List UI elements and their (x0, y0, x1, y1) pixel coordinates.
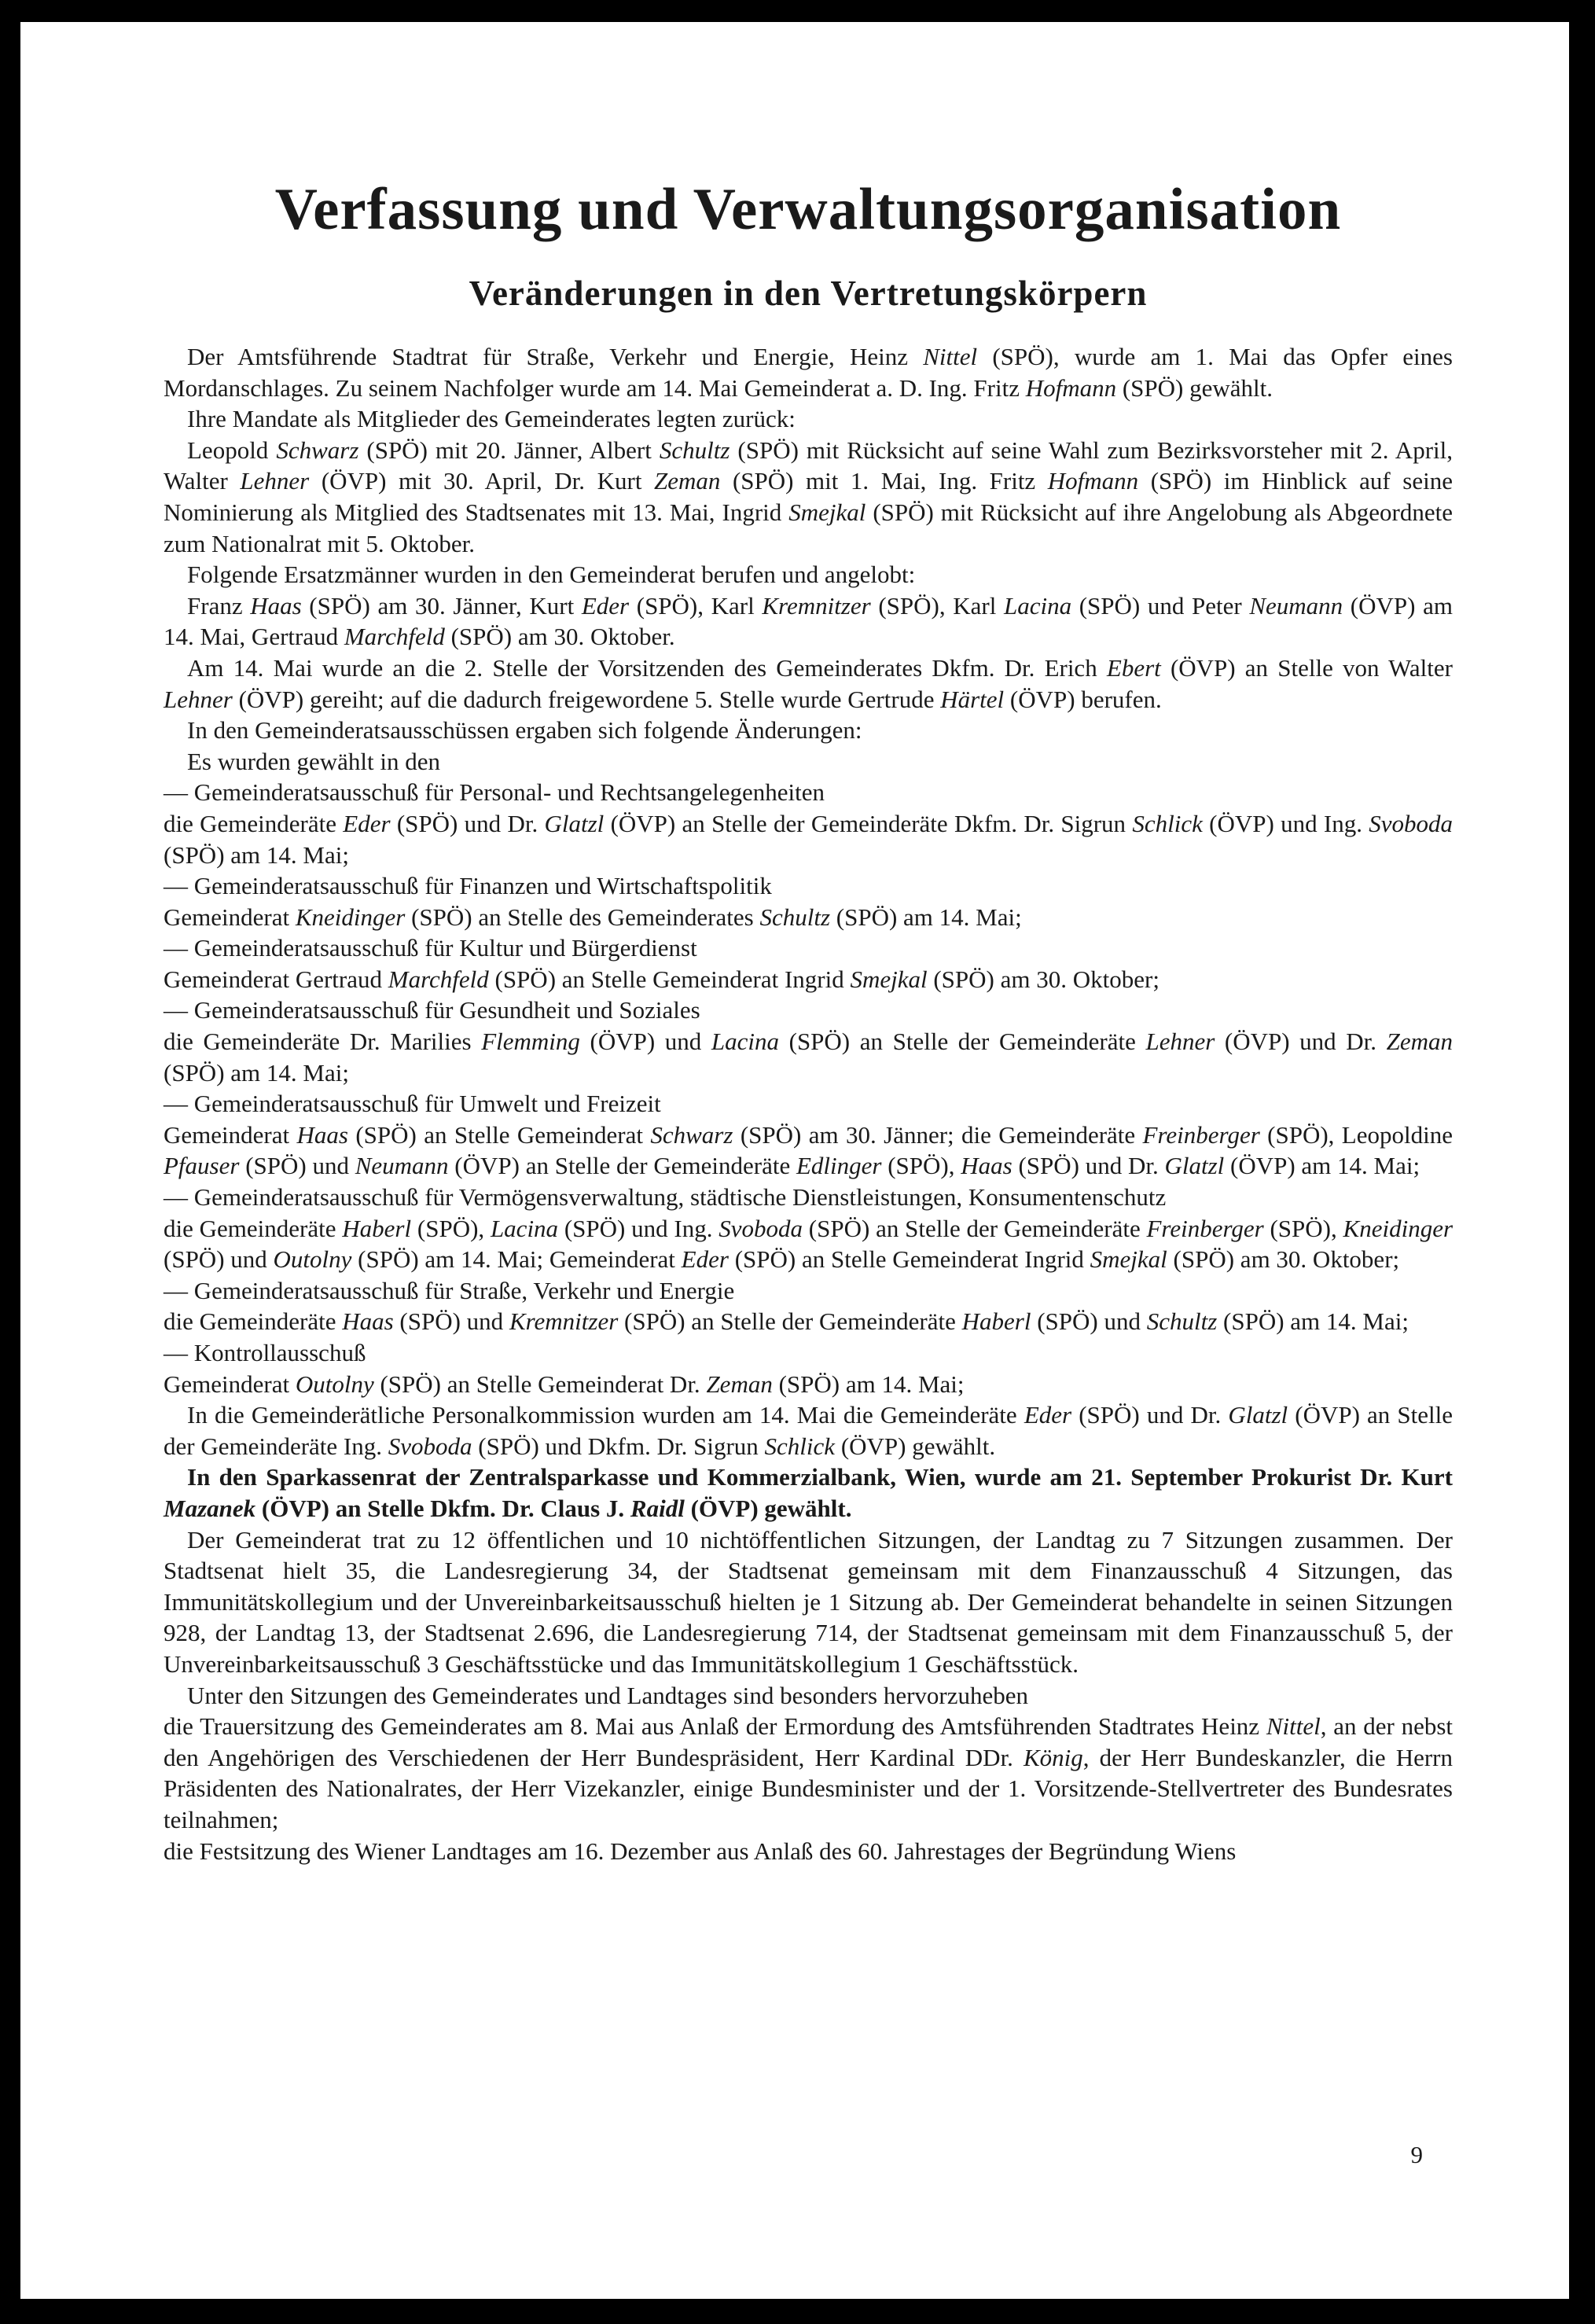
text-run: (SPÖ) mit 20. Jänner, Albert (358, 436, 660, 464)
paragraph (164, 964, 1453, 995)
paragraph (164, 715, 1453, 746)
italic-name: Svoboda (1369, 809, 1453, 837)
italic-name: Svoboda (388, 1432, 472, 1460)
text-run: Franz (187, 591, 251, 620)
italic-name: Schwarz (650, 1120, 733, 1149)
paragraph (164, 1462, 1453, 1524)
text-run: — Gemeinderatsausschuß für Umwelt und Freizeit (164, 1090, 661, 1118)
document-page (20, 22, 1569, 2299)
text-run: (SPÖ) an Stelle der Gemeinderäte (779, 1028, 1146, 1056)
italic-name: Zeman (1386, 1028, 1453, 1056)
text-run: (ÖVP) berufen. (1004, 685, 1162, 713)
text-run: Folgende Ersatzmänner wurden in den Gemeinderat berufen und angelobt: (187, 561, 916, 589)
text-run: (SPÖ) am 30. Jänner, Kurt (301, 591, 582, 620)
paragraph (164, 403, 1453, 435)
text-run: Der Gemeinderat trat zu 12 öffentlichen und 10 nichtöffentlichen Sitzungen, der Landtag zu 7 Sitzungen zusammen. Der Stadtsenat hielt 35, die Landesregierung 34, der Stadtsenat gemeinsam mit dem Finanzausschuß 4 Sitzungen, das Immunitätskollegium und der Unvereinbarkeitsausschuß hielten je 1 Sitzung ab. Der Gemeinderat behandelte in seinen Sitzungen 928, der Landtag 13, der Stadtsenat 2.696, die Landesregierung 714, der Stadtsenat gemeinsam mit dem Finanzausschuß 5, der Unvereinbarkeitsausschuß 3 Geschäftsstücke und das Immunitätskollegium 1 Geschäftsstück. (164, 1525, 1453, 1678)
italic-name: Eder (343, 809, 391, 837)
text-run: (SPÖ), Karl (629, 591, 763, 620)
italic-name: Härtel (940, 685, 1005, 713)
italic-name: Glatzl (544, 809, 605, 837)
paragraph (164, 590, 1453, 653)
text-run: (ÖVP) und (579, 1028, 711, 1056)
paragraph (164, 1680, 1453, 1712)
text-run: (SPÖ), Karl (870, 591, 1004, 620)
paragraph (164, 1524, 1453, 1680)
text-run: (SPÖ) und (1031, 1307, 1147, 1336)
text-run: (SPÖ) an Stelle des Gemeinderates (405, 903, 760, 931)
italic-name: Schultz (659, 436, 730, 464)
paragraph (164, 1182, 1453, 1213)
text-run: die Festsitzung des Wiener Landtages am 16. Dezember aus Anlaß des 60. Jahrestages der Begründung Wiens (164, 1837, 1237, 1865)
text-run: (SPÖ) an Stelle Gemeinderat Ingrid (728, 1245, 1090, 1274)
italic-name: Schultz (1146, 1307, 1218, 1336)
paragraph (164, 1369, 1453, 1400)
italic-name: Flemming (481, 1028, 580, 1056)
text-run: Leopold (187, 436, 277, 464)
text-run: (ÖVP) gewählt. (835, 1432, 996, 1460)
text-run: (SPÖ), (411, 1214, 491, 1242)
text-run: (SPÖ) am 14. Mai; (164, 840, 349, 869)
paragraph (164, 1337, 1453, 1369)
text-run: (SPÖ) am 14. Mai; (1217, 1307, 1409, 1336)
text-run: (ÖVP) am 14. Mai; (1224, 1152, 1420, 1180)
text-run: (SPÖ) an Stelle der Gemeinderäte (618, 1307, 962, 1336)
italic-name: Nittel (923, 343, 978, 370)
text-run: In die Gemeinderätliche Personalkommission wurden am 14. Mai die Gemeinderäte (187, 1401, 1024, 1429)
italic-name: Neumann (1249, 591, 1343, 620)
text-run: (SPÖ) mit Rücksicht auf seine Wahl zum Bezirksvorsteher mit 2. April, Walter (164, 436, 1453, 495)
paragraph (164, 1399, 1453, 1462)
italic-name: Marchfeld (388, 965, 489, 993)
text-run: (SPÖ) mit 1. Mai, Ing. Fritz (720, 467, 1048, 495)
paragraph (164, 1213, 1453, 1275)
text-run: (SPÖ) am 14. Mai; (830, 903, 1022, 931)
text-run: (ÖVP) an Stelle von Walter (1160, 653, 1453, 682)
paragraph (164, 653, 1453, 715)
italic-name: Pfauser (164, 1152, 240, 1180)
italic-name: Lacina (1003, 591, 1072, 620)
text-run: (SPÖ) und (239, 1152, 355, 1180)
italic-name: Neumann (355, 1152, 449, 1180)
italic-name: Haberl (342, 1214, 412, 1242)
text-run: (SPÖ) im Hinblick auf seine Nominierung als Mitglied des Stadtsenates mit 13. Mai, Ingrid (164, 467, 1453, 526)
italic-name: Freinberger (1142, 1120, 1260, 1149)
italic-name: Lehner (1145, 1028, 1215, 1056)
italic-name: Lacina (711, 1028, 780, 1056)
text-run: (SPÖ) mit Rücksicht auf ihre Angelobung als Abgeordnete zum Nationalrat mit 5. Oktober. (164, 498, 1453, 557)
text-run: (SPÖ) und Dr. (1071, 1401, 1229, 1429)
italic-name: Haas (342, 1307, 394, 1336)
italic-name: Haas (296, 1120, 348, 1149)
text-run: die Gemeinderäte (164, 1307, 343, 1336)
italic-name: Eder (581, 591, 630, 620)
text-run: (ÖVP) am 14. Mai, Gertraud (164, 591, 1453, 651)
text-run: (SPÖ) an Stelle Gemeinderat Dr. (373, 1370, 707, 1398)
italic-name: Eder (681, 1245, 729, 1274)
italic-name: König (1023, 1743, 1083, 1771)
italic-name: Svoboda (718, 1214, 803, 1242)
text-run: In den Sparkassenrat der Zentralsparkasse und Kommerzialbank, Wien, wurde am 21. September Prokurist Dr. Kurt (187, 1463, 1453, 1491)
italic-name: Smejkal (850, 965, 928, 993)
paragraph (164, 995, 1453, 1026)
text-run: (SPÖ) am 30. Oktober. (444, 623, 675, 651)
text-run: (ÖVP) und Dr. (1215, 1028, 1387, 1056)
paragraph (164, 1275, 1453, 1307)
text-run: (SPÖ), Leopoldine (1259, 1120, 1453, 1149)
text-run: (SPÖ) an Stelle der Gemeinderäte (803, 1214, 1147, 1242)
italic-name: Schlick (1132, 809, 1203, 837)
italic-name: Zeman (654, 467, 721, 495)
text-run: (SPÖ) an Stelle Gemeinderat (347, 1120, 651, 1149)
italic-name: Hofmann (1047, 467, 1139, 495)
text-run: (SPÖ) an Stelle Gemeinderat Ingrid (488, 965, 851, 993)
paragraph (164, 746, 1453, 778)
text-run: (ÖVP) gewählt. (684, 1494, 852, 1522)
text-run: Gemeinderat (164, 1370, 296, 1398)
italic-name: Kneidinger (295, 903, 406, 931)
text-run: — Gemeinderatsausschuß für Finanzen und Wirtschaftspolitik (164, 872, 772, 900)
italic-name: Kremnitzer (509, 1307, 619, 1336)
italic-name: Freinberger (1146, 1214, 1264, 1242)
text-run: , an der nebst den Angehörigen des Verschiedenen der Herr Bundespräsident, Herr Kardinal DDr. (164, 1712, 1454, 1771)
text-run: (ÖVP) an Stelle der Gemeinderäte Ing. (164, 1401, 1454, 1460)
italic-name: Glatzl (1164, 1152, 1225, 1180)
italic-name: Lehner (240, 467, 310, 495)
text-run: (SPÖ) und Ing. (558, 1214, 719, 1242)
text-run: Am 14. Mai wurde an die 2. Stelle der Vorsitzenden des Gemeinderates Dkfm. Dr. Erich (187, 653, 1107, 682)
text-run: (SPÖ), (1263, 1214, 1343, 1242)
text-run: — Gemeinderatsausschuß für Personal- und Rechtsangelegenheiten (164, 778, 825, 807)
text-run: — Gemeinderatsausschuß für Straße, Verkehr und Energie (164, 1276, 735, 1304)
text-run: die Gemeinderäte (164, 1214, 343, 1242)
italic-name: Nittel (1266, 1712, 1321, 1741)
italic-name: Smejkal (1090, 1245, 1167, 1274)
italic-name: Kremnitzer (762, 591, 871, 620)
text-run: (SPÖ) am 14. Mai; (164, 1058, 349, 1087)
text-run: In den Gemeinderatsausschüssen ergaben sich folgende Änderungen: (187, 716, 862, 745)
italic-name: Zeman (706, 1370, 773, 1398)
page-subtitle: Veränderungen in den Vertretungskörpern (469, 274, 1148, 313)
paragraph (164, 1088, 1453, 1120)
italic-name: Haas (961, 1152, 1012, 1180)
paragraph (164, 870, 1453, 902)
text-run: Es wurden gewählt in den (187, 747, 440, 775)
paragraph (164, 1026, 1453, 1088)
italic-name: Lacina (490, 1214, 559, 1242)
page-number: 9 (1410, 2141, 1423, 2168)
text-run: Der Amtsführende Stadtrat für Straße, Verkehr und Energie, Heinz (187, 343, 924, 370)
paragraph (164, 1120, 1453, 1182)
text-run: (SPÖ) und Dr. (390, 809, 545, 837)
italic-name: Hofmann (1025, 373, 1117, 402)
text-run: (SPÖ) am 30. Jänner; die Gemeinderäte (733, 1120, 1143, 1149)
text-run: (ÖVP) an Stelle Dkfm. Dr. Claus J. (255, 1494, 630, 1522)
text-run: — Kontrollausschuß (164, 1339, 366, 1366)
paragraph (164, 777, 1453, 808)
italic-name: Eder (1024, 1401, 1072, 1429)
italic-name: Schwarz (276, 436, 359, 464)
text-run: — Gemeinderatsausschuß für Kultur und Bürgerdienst (164, 934, 697, 962)
text-run: Gemeinderat (164, 903, 296, 931)
text-run: Gemeinderat (164, 1120, 297, 1149)
italic-name: Schlick (764, 1432, 836, 1460)
text-run: Gemeinderat Gertraud (164, 965, 388, 993)
paragraph (164, 435, 1453, 559)
text-run: (ÖVP) an Stelle der Gemeinderäte Dkfm. Dr. Sigrun (604, 809, 1133, 837)
italic-name: Haberl (961, 1307, 1031, 1336)
italic-name: Edlinger (796, 1152, 882, 1180)
text-run: die Gemeinderäte (164, 809, 344, 837)
text-run: (ÖVP) gereiht; auf die dadurch freigewordene 5. Stelle wurde Gertrude (232, 685, 941, 713)
text-run: — Gemeinderatsausschuß für Gesundheit und Soziales (164, 996, 700, 1024)
text-run: (SPÖ) und Dr. (1012, 1152, 1165, 1180)
paragraph (164, 1306, 1453, 1337)
text-run: (SPÖ) am 14. Mai; (772, 1370, 965, 1398)
text-run: , der Herr Bundeskanzler, die Herrn Präsidenten des Nationalrates, der Herr Vizekanzler, einige Bundesminister und der 1. Vorsitzende-Stellvertreter des Bundesrates teilnahmen; (164, 1743, 1454, 1833)
italic-name: Kneidinger (1343, 1214, 1454, 1242)
paragraph (164, 1711, 1453, 1835)
text-run: (SPÖ) und Peter (1071, 591, 1250, 620)
paragraph (164, 1836, 1453, 1867)
italic-name: Mazanek (164, 1494, 256, 1522)
italic-name: Ebert (1106, 653, 1161, 682)
paragraph (164, 902, 1453, 933)
text-run: (SPÖ), wurde am 1. Mai das Opfer eines Mordanschlages. Zu seinem Nachfolger wurde am 14. Mai Gemeinderat a. D. Ing. Fritz (164, 343, 1453, 402)
paragraph (164, 932, 1453, 964)
page-title: Verfassung und Verwaltungsorganisation (274, 177, 1342, 242)
text-run: (SPÖ), (881, 1152, 961, 1180)
text-run: (SPÖ) und Dkfm. Dr. Sigrun (472, 1432, 765, 1460)
paragraph (164, 559, 1453, 590)
italic-name: Outolny (295, 1370, 374, 1398)
text-run: (ÖVP) mit 30. April, Dr. Kurt (309, 467, 654, 495)
italic-name: Haas (250, 591, 302, 620)
italic-name: Outolny (273, 1245, 352, 1274)
text-run: (SPÖ) gewählt. (1116, 373, 1273, 402)
text-run: — Gemeinderatsausschuß für Vermögensverwaltung, städtische Dienstleistungen, Konsumentenschutz (164, 1183, 1167, 1212)
text-run: (SPÖ) am 30. Oktober; (927, 965, 1159, 993)
text-run: (ÖVP) an Stelle der Gemeinderäte (448, 1152, 796, 1180)
italic-name: Glatzl (1228, 1401, 1288, 1429)
text-run: Unter den Sitzungen des Gemeinderates und Landtages sind besonders hervorzuheben (187, 1681, 1029, 1709)
italic-name: Marchfeld (344, 623, 445, 651)
italic-name: Schultz (759, 903, 831, 931)
paragraph (164, 808, 1453, 870)
text-run: (ÖVP) und Ing. (1202, 809, 1369, 837)
text-run: (SPÖ) am 14. Mai; Gemeinderat (351, 1245, 682, 1274)
text-run: die Trauersitzung des Gemeinderates am 8. Mai aus Anlaß der Ermordung des Amtsführenden Stadtrates Heinz (164, 1712, 1266, 1741)
text-run: (SPÖ) am 30. Oktober; (1167, 1245, 1400, 1274)
paragraph (164, 341, 1453, 403)
italic-name: Smejkal (788, 498, 866, 526)
body-text (164, 341, 1453, 1866)
text-run: Ihre Mandate als Mitglieder des Gemeinderates legten zurück: (187, 405, 796, 433)
text-run: (SPÖ) und (164, 1245, 274, 1274)
italic-name: Lehner (164, 685, 233, 713)
text-run: die Gemeinderäte Dr. Marilies (164, 1028, 482, 1056)
text-run: (SPÖ) und (393, 1307, 509, 1336)
italic-name: Raidl (630, 1494, 685, 1522)
